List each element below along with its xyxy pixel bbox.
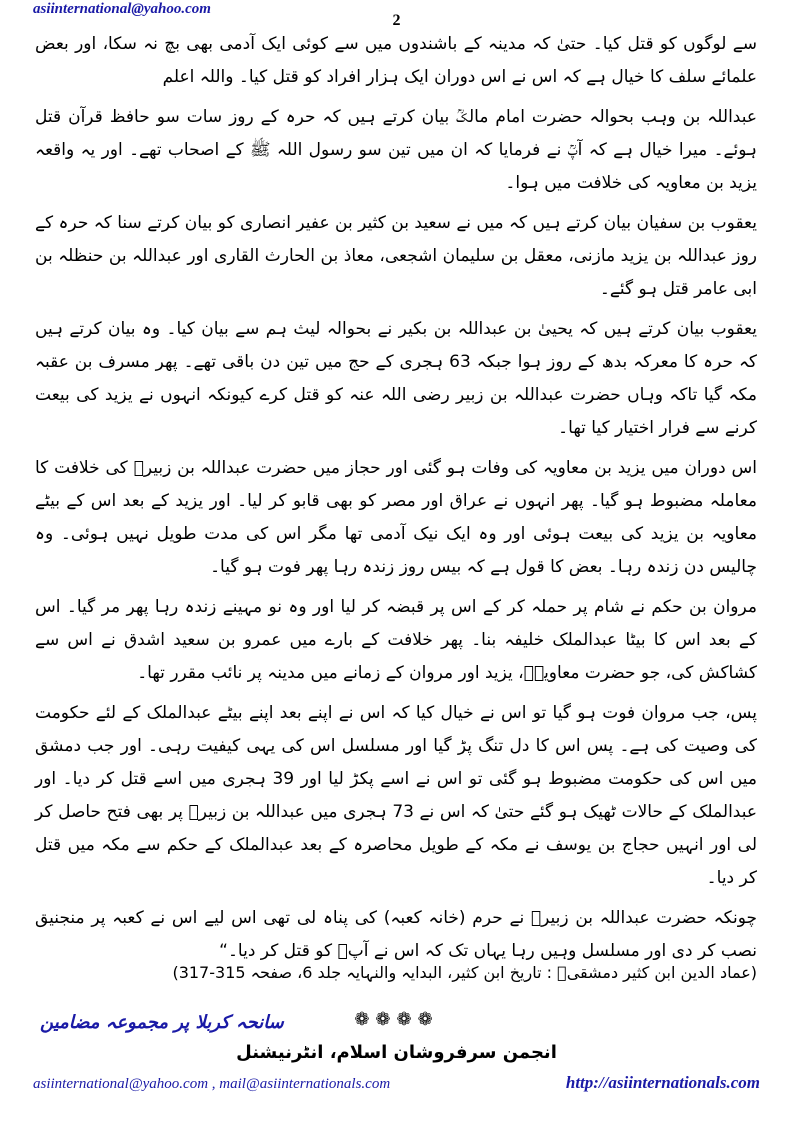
paragraph-2: عبداللہ بن وہب بحوالہ حضرت امام مالکؒ بیان کرتے ہیں کہ حرہ کے روز سات سو حافظ قرآن قتل ہوئے۔ میرا خیال ہے کہ آپؒ نے فرمایا کہ ان میں تین سو رسول اللہ ﷺ کے اصحاب تھے۔ اور یہ واقعہ یزید بن معاویہ کی خلافت میں ہوا۔ (35, 107, 757, 193)
paragraph-1: سے لوگوں کو قتل کیا۔ حتیٰ کہ مدینہ کے باشندوں میں سے کوئی ایک آدمی بھی بچ نہ سکا، اور بعض علمائے سلف کا خیال ہے کہ اس نے اس دوران ایک ہزار افراد کو قتل کیا۔ واللہ اعلم (35, 34, 757, 87)
paragraph-8: چونکہ حضرت عبداللہ بن زبیرؓ نے حرم (خانہ کعبہ) کی پناہ لی تھی اس لیے اس نے کعبہ پر منجنیق نصب کر دی اور مسلسل وہیں رہا یہاں تک کہ اس نے آپؓ کو قتل کر دیا۔“ (35, 908, 757, 961)
article-body (35, 28, 757, 975)
flower-separator: ❁❁❁❁ (354, 1009, 439, 1030)
footer-emails[interactable]: asiinternational@yahoo.com , mail@asiinternationals.com (33, 1076, 391, 1092)
paragraph-7: پس، جب مروان فوت ہو گیا تو اس نے خیال کیا کہ اس نے اپنے بعد اپنے بیٹے عبدالملک کے لئے حکومت کی وصیت کی ہے۔ پس اس کا دل تنگ پڑ گیا اور مسلسل اس کی یہی کیفیت رہی۔ اور جب دمشق میں اس کی حکومت مضبوط ہو گئی تو اس نے اسے پکڑ لیا اور 39 ہجری میں اسے قتل کر دیا۔ اور عبدالملک کے حالات ٹھیک ہو گئے حتیٰ کہ اس نے 73 ہجری میں عبداللہ بن زبیرؓ پر بھی فتح حاصل کر لی اور انہیں حجاج بن یوسف نے مکہ کے طویل محاصرہ کے بعد عبدالملک کے حکم سے مکہ میں قتل کر دیا۔ (35, 703, 757, 888)
header-email: asiinternational@yahoo.com (33, 1, 211, 17)
footer-website-link[interactable]: http://asiinternationals.com (565, 1073, 760, 1092)
paragraph-5: اس دوران میں یزید بن معاویہ کی وفات ہو گئی اور حجاز میں حضرت عبداللہ بن زبیرؓ کی خلافت کا معاملہ مضبوط ہو گیا۔ پھر انہوں نے عراق اور مصر کو بھی قابو کر لیا۔ اور یزید کے بعد اس کے بیٹے معاویہ بن یزید کی بیعت ہوئی اور وہ ایک نیک آدمی تھا مگر اس کی مدت طویل نہیں ہوئی۔ وہ چالیس دن زندہ رہا۔ بعض کا قول ہے کہ بیس روز زندہ رہا پھر فوت ہو گیا۔ (35, 458, 757, 577)
organization-name: انجمن سرفروشان اسلام، انٹرنیشنل (236, 1042, 557, 1063)
source-reference: (عماد الدین ابن کثیر دمشقیؒ : تاریخ ابن کثیر، البدایہ والنہایہ جلد 6، صفحہ 315-317) (172, 963, 757, 982)
paragraph-4: یعقوب بیان کرتے ہیں کہ یحییٰ بن عبداللہ بن بکیر نے بحوالہ لیث ہم سے بیان کیا۔ وہ بیان کرتے ہیں کہ حرہ کا معرکہ بدھ کے روز ہوا جبکہ 63 ہجری کے حج میں تین دن باقی تھے۔ پھر مسرف بن عقبہ مکہ گیا تاکہ وہاں حضرت عبداللہ بن زبیر رضی اللہ عنہ کو قتل کرے کیونکہ انہوں نے یزید کی بیعت کرنے سے فرار اختیار کیا تھا۔ (35, 319, 757, 438)
page-number: 2 (392, 12, 401, 29)
paragraph-6: مروان بن حکم نے شام پر حملہ کر کے اس پر قبضہ کر لیا اور وہ نو مہینے زندہ رہا پھر مر گیا۔ اس کے بعد اس کا بیٹا عبدالملک خلیفہ بنا۔ پھر خلافت کے بارے میں عمرو بن سعید اشدق نے اس سے کشاکش کی، جو حضرت معاویہؓ، یزید اور مروان کے زمانے میں مدینہ پر نائب مقرر تھا۔ (35, 597, 757, 683)
paragraph-3: یعقوب بن سفیان بیان کرتے ہیں کہ میں نے سعید بن کثیر بن عفیر انصاری کو بیان کرتے سنا کہ حرہ کے روز عبداللہ بن یزید مازنی، معقل بن سلیمان اشجعی، معاذ بن الحارث القاری اور عبداللہ بن حنظلہ بن ابی عامر قتل ہو گئے۔ (35, 213, 757, 299)
series-title: سانحہ کربلا پر مجموعہ مضامین (40, 1012, 284, 1033)
